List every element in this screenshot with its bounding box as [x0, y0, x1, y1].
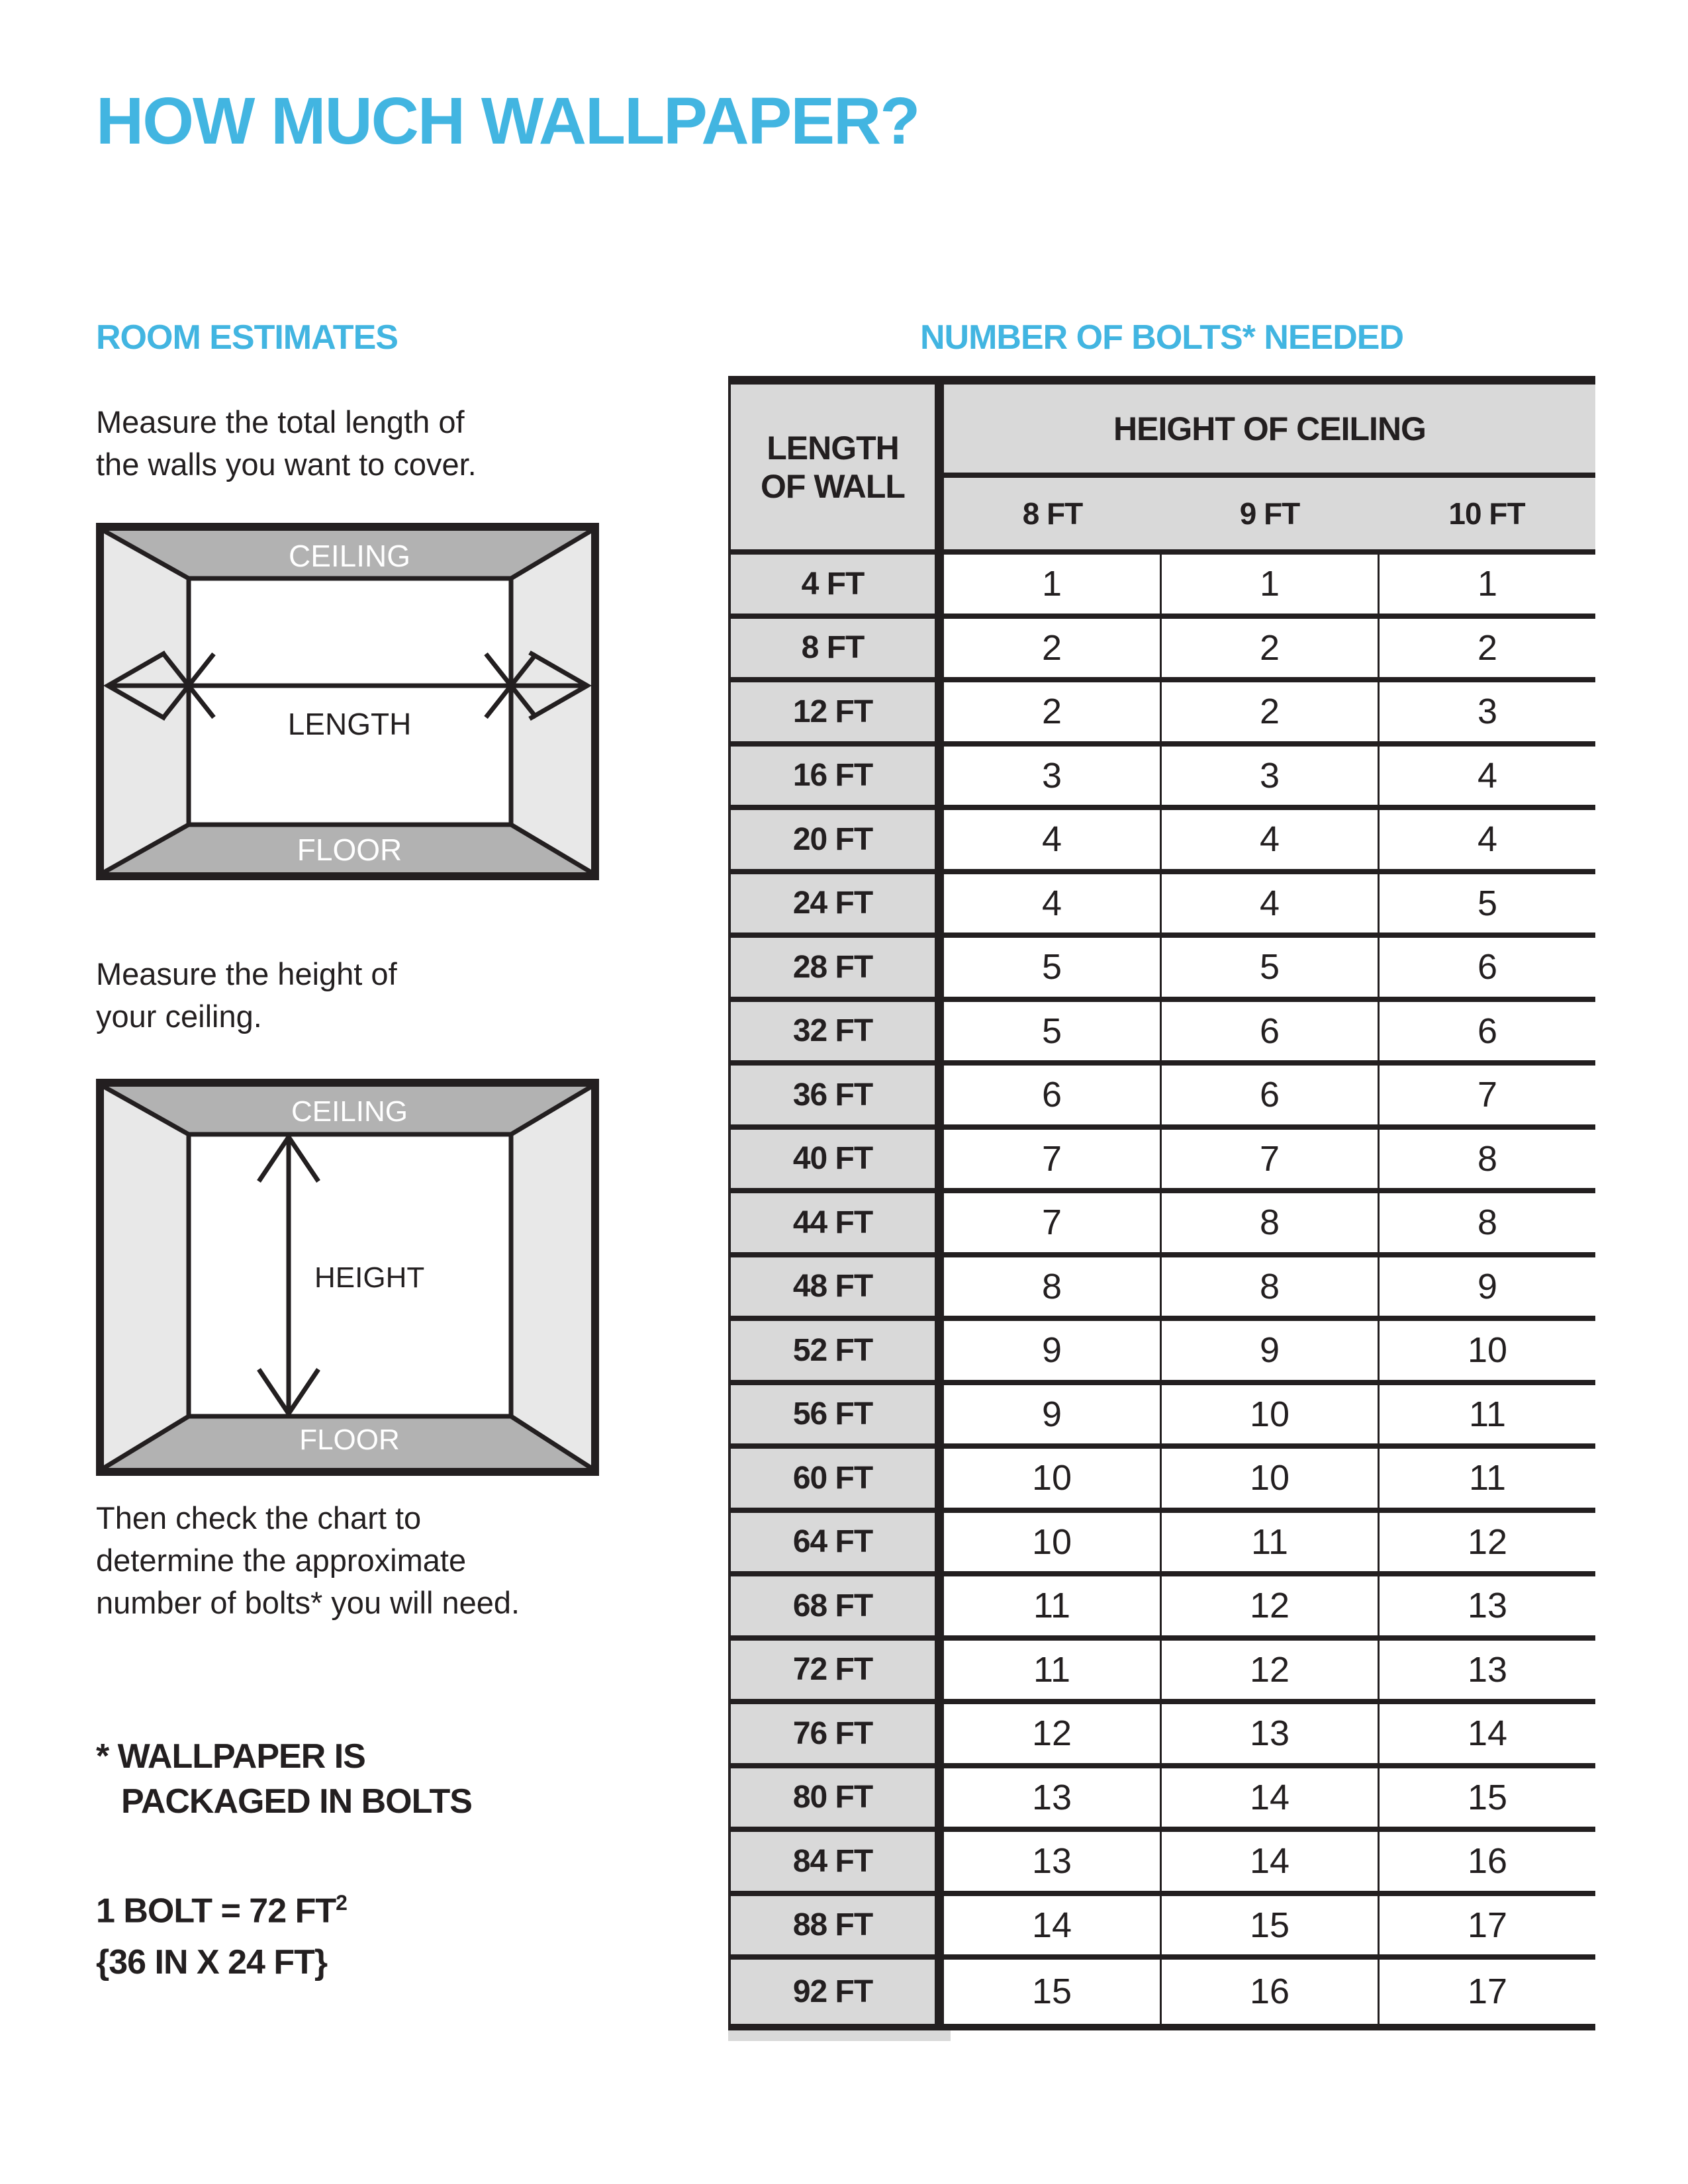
row-label-cell: 72 FT	[731, 1641, 944, 1700]
value-cell: 8	[944, 1257, 1162, 1316]
squared-superscript: 2	[336, 1891, 347, 1915]
value-cell: 2	[1162, 619, 1380, 678]
table-row	[731, 555, 1595, 619]
value-cell: 4	[1162, 874, 1380, 933]
value-cell: 2	[944, 619, 1162, 678]
table-row	[731, 1385, 1595, 1449]
row-label-cell: 24 FT	[731, 874, 944, 933]
value-cell: 14	[1162, 1832, 1380, 1891]
value-cell: 15	[1162, 1896, 1380, 1955]
table-row	[731, 682, 1595, 747]
paragraph-measure-length: Measure the total length of the walls you want to cover.	[96, 404, 477, 482]
value-cell: 11	[944, 1641, 1162, 1700]
length-room-diagram	[96, 523, 599, 880]
value-cell: 14	[1162, 1768, 1380, 1827]
row-label-cell: 84 FT	[731, 1832, 944, 1891]
value-cell: 6	[1162, 1002, 1380, 1061]
value-cell: 6	[1380, 1002, 1595, 1061]
value-cell: 15	[1380, 1768, 1595, 1827]
value-cell: 13	[1380, 1641, 1595, 1700]
floor-label: FLOOR	[297, 833, 402, 867]
height-room-diagram	[96, 1079, 599, 1476]
row-label-cell: 40 FT	[731, 1130, 944, 1189]
value-cell: 11	[1162, 1513, 1380, 1572]
table-row	[731, 810, 1595, 874]
value-cell: 10	[944, 1449, 1162, 1508]
table-row	[731, 1066, 1595, 1130]
row-label-cell: 44 FT	[731, 1193, 944, 1252]
value-cell: 16	[1162, 1960, 1380, 2024]
value-cell: 9	[1380, 1257, 1595, 1316]
ceiling-label: CEILING	[291, 1095, 408, 1128]
row-label-cell: 68 FT	[731, 1576, 944, 1635]
value-cell: 3	[1162, 747, 1380, 805]
ceiling-height-columns	[944, 478, 1595, 549]
back-wall	[189, 578, 511, 825]
value-cell: 14	[1380, 1704, 1595, 1763]
page-title: HOW MUCH WALLPAPER?	[96, 84, 919, 158]
bolts-footnote: * WALLPAPER IS PACKAGED IN BOLTS	[96, 1737, 472, 1821]
value-cell: 14	[944, 1896, 1162, 1955]
paragraph-check-chart: Then check the chart to determine the approximate number of bolts* you will need.	[96, 1500, 520, 1620]
height-of-ceiling-header: HEIGHT OF CEILING	[944, 385, 1595, 478]
value-cell: 13	[1162, 1704, 1380, 1763]
row-label-cell: 60 FT	[731, 1449, 944, 1508]
column-header-10ft: 10 FT	[1448, 496, 1525, 531]
value-cell: 7	[1162, 1130, 1380, 1189]
row-label-cell: 8 FT	[731, 619, 944, 678]
table-row	[731, 1193, 1595, 1257]
value-cell: 11	[1380, 1385, 1595, 1444]
value-cell: 5	[1162, 938, 1380, 997]
value-cell: 13	[944, 1768, 1162, 1827]
bolt-equation: 1 BOLT = 72 $FT^2$ {36 IN X 24 FT}	[96, 1877, 347, 1988]
table-row	[731, 938, 1595, 1002]
value-cell: 13	[944, 1832, 1162, 1891]
table-row	[731, 619, 1595, 683]
row-label-cell: 56 FT	[731, 1385, 944, 1444]
table-row	[731, 1704, 1595, 1768]
row-label-cell: 36 FT	[731, 1066, 944, 1124]
value-cell: 12	[1162, 1641, 1380, 1700]
value-cell: 4	[944, 810, 1162, 869]
value-cell: 10	[944, 1513, 1162, 1572]
bolts-table	[728, 376, 1595, 2030]
row-label-cell: 48 FT	[731, 1257, 944, 1316]
value-cell: 9	[944, 1385, 1162, 1444]
row-label-cell: 92 FT	[731, 1960, 944, 2024]
value-cell: 8	[1380, 1193, 1595, 1252]
value-cell: 6	[1162, 1066, 1380, 1124]
value-cell: 16	[1380, 1832, 1595, 1891]
value-cell: 7	[944, 1193, 1162, 1252]
left-wall-panel	[104, 1087, 189, 1468]
table-row	[731, 874, 1595, 938]
value-cell: 4	[1162, 810, 1380, 869]
table-row	[731, 1768, 1595, 1833]
table-row	[731, 747, 1595, 811]
value-cell: 9	[944, 1321, 1162, 1380]
bolt-dimensions: {36 IN X 24 FT}	[96, 1943, 328, 1982]
row-label-cell: 64 FT	[731, 1513, 944, 1572]
value-cell: 1	[1380, 555, 1595, 614]
column-header-9ft: 9 FT	[1239, 496, 1300, 531]
value-cell: 8	[1380, 1130, 1595, 1189]
table-row	[731, 1641, 1595, 1705]
table-row	[731, 1576, 1595, 1641]
table-row	[731, 1896, 1595, 1960]
right-wall-panel	[511, 1087, 591, 1468]
value-cell: 5	[944, 938, 1162, 997]
value-cell: 3	[944, 747, 1162, 805]
table-header	[731, 385, 1595, 549]
value-cell: 6	[1380, 938, 1595, 997]
value-cell: 2	[1380, 619, 1595, 678]
table-row	[731, 1960, 1595, 2024]
length-label: LENGTH	[287, 707, 412, 741]
table-row	[731, 1130, 1595, 1194]
value-cell: 2	[1162, 682, 1380, 741]
row-label-cell: 52 FT	[731, 1321, 944, 1380]
value-cell: 8	[1162, 1257, 1380, 1316]
value-cell: 2	[944, 682, 1162, 741]
table-row	[731, 1257, 1595, 1322]
row-label-cell: 88 FT	[731, 1896, 944, 1955]
value-cell: 10	[1380, 1321, 1595, 1380]
value-cell: 10	[1162, 1449, 1380, 1508]
row-label-cell: 32 FT	[731, 1002, 944, 1061]
table-row	[731, 1449, 1595, 1513]
value-cell: 7	[1380, 1066, 1595, 1124]
row-label-cell: 4 FT	[731, 555, 944, 614]
table-row	[731, 1832, 1595, 1896]
value-cell: 4	[1380, 810, 1595, 869]
value-cell: 12	[944, 1704, 1162, 1763]
value-cell: 1	[944, 555, 1162, 614]
room-estimates-heading: ROOM ESTIMATES	[96, 318, 398, 357]
value-cell: 11	[944, 1576, 1162, 1635]
value-cell: 17	[1380, 1960, 1595, 2024]
value-cell: 3	[1380, 682, 1595, 741]
row-label-cell: 80 FT	[731, 1768, 944, 1827]
table-bottom-tab	[728, 2030, 951, 2041]
value-cell: 15	[944, 1960, 1162, 2024]
value-cell: 5	[944, 1002, 1162, 1061]
table-row	[731, 1002, 1595, 1066]
value-cell: 13	[1380, 1576, 1595, 1635]
floor-label: FLOOR	[299, 1424, 400, 1456]
row-label-cell: 28 FT	[731, 938, 944, 997]
length-of-wall-header: LENGTH OF WALL	[731, 385, 944, 549]
row-label-cell: 12 FT	[731, 682, 944, 741]
ceiling-label: CEILING	[288, 539, 411, 573]
value-cell: 11	[1380, 1449, 1595, 1508]
paragraph-measure-height: Measure the height of your ceiling.	[96, 956, 397, 1034]
table-row	[731, 1321, 1595, 1385]
value-cell: 4	[1380, 747, 1595, 805]
bolts-table-heading: NUMBER OF BOLTS* NEEDED	[919, 318, 1404, 357]
row-label-cell: 76 FT	[731, 1704, 944, 1763]
value-cell: 17	[1380, 1896, 1595, 1955]
table-rows	[731, 549, 1595, 2030]
value-cell: 4	[944, 874, 1162, 933]
value-cell: 5	[1380, 874, 1595, 933]
height-label: HEIGHT	[314, 1261, 425, 1294]
value-cell: 10	[1162, 1385, 1380, 1444]
value-cell: 6	[944, 1066, 1162, 1124]
value-cell: 1	[1162, 555, 1380, 614]
value-cell: 8	[1162, 1193, 1380, 1252]
row-label-cell: 20 FT	[731, 810, 944, 869]
value-cell: 7	[944, 1130, 1162, 1189]
column-header-8ft: 8 FT	[1022, 496, 1083, 531]
row-label-cell: 16 FT	[731, 747, 944, 805]
value-cell: 12	[1380, 1513, 1595, 1572]
value-cell: 9	[1162, 1321, 1380, 1380]
table-row	[731, 1513, 1595, 1577]
value-cell: 12	[1162, 1576, 1380, 1635]
